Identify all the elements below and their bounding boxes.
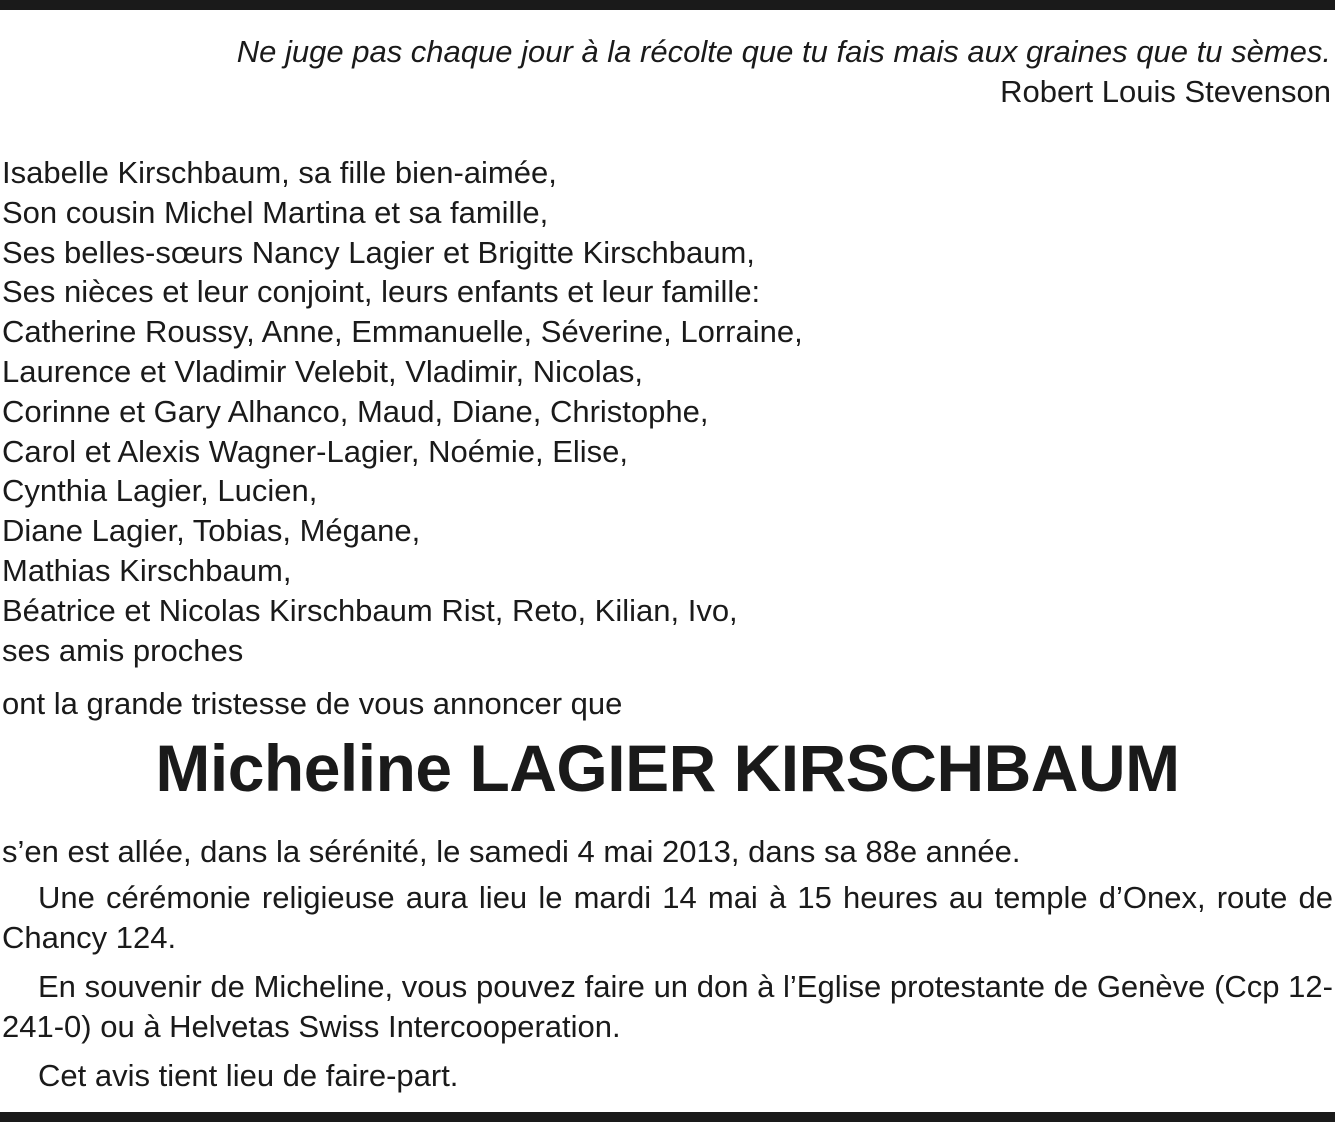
death-paragraph: s’en est allée, dans la sérénité, le samedi 4 mai 2013, dans sa 88e année. [2,834,1021,869]
family-line: Béatrice et Nicolas Kirschbaum Rist, Reto, Kilian, Ivo, [2,592,738,628]
family-line: Diane Lagier, Tobias, Mégane, [2,513,421,549]
family-line: Corinne et Gary Alhanco, Maud, Diane, Christophe, [2,393,709,429]
top-border-rule [0,0,1335,10]
family-line: Catherine Roussy, Anne, Emmanuelle, Séverine, Lorraine, [2,314,803,350]
bottom-border-rule [0,1112,1335,1122]
family-list [2,153,803,670]
announcement-text: ont la grande tristesse de vous annoncer que [2,686,623,721]
epigraph-quote: Ne juge pas chaque jour à la récolte que tu fais mais aux graines que tu sèmes. [236,34,1331,69]
family-line: Ses nièces et leur conjoint, leurs enfants et leur famille: [2,274,761,310]
family-line: Laurence et Vladimir Velebit, Vladimir, Nicolas, [2,353,643,389]
notice-paragraph: Cet avis tient lieu de faire-part. [38,1058,459,1093]
epigraph-author: Robert Louis Stevenson [1000,74,1331,109]
family-line: ses amis proches [2,632,244,668]
deceased-name-heading: Micheline LAGIER KIRSCHBAUM [155,731,1180,805]
family-line: Carol et Alexis Wagner-Lagier, Noémie, Elise, [2,433,629,469]
epigraph [237,32,1331,112]
family-line: Isabelle Kirschbaum, sa fille bien-aimée, [2,155,557,190]
ceremony-paragraph: Une cérémonie religieuse aura lieu le mardi 14 mai à 15 heures au temple d’Onex, route de Chancy 124. [2,880,1333,955]
family-line: Cynthia Lagier, Lucien, [2,473,318,509]
family-line: Ses belles-sœurs Nancy Lagier et Brigitte Kirschbaum, [2,234,755,270]
family-line: Son cousin Michel Martina et sa famille, [2,194,549,230]
donation-paragraph: En souvenir de Micheline, vous pouvez faire un don à l’Eglise protestante de Genève (Ccp 12-241-0) ou à Helvetas Swiss Intercooperation. [2,969,1333,1044]
family-line: Mathias Kirschbaum, [2,552,292,588]
